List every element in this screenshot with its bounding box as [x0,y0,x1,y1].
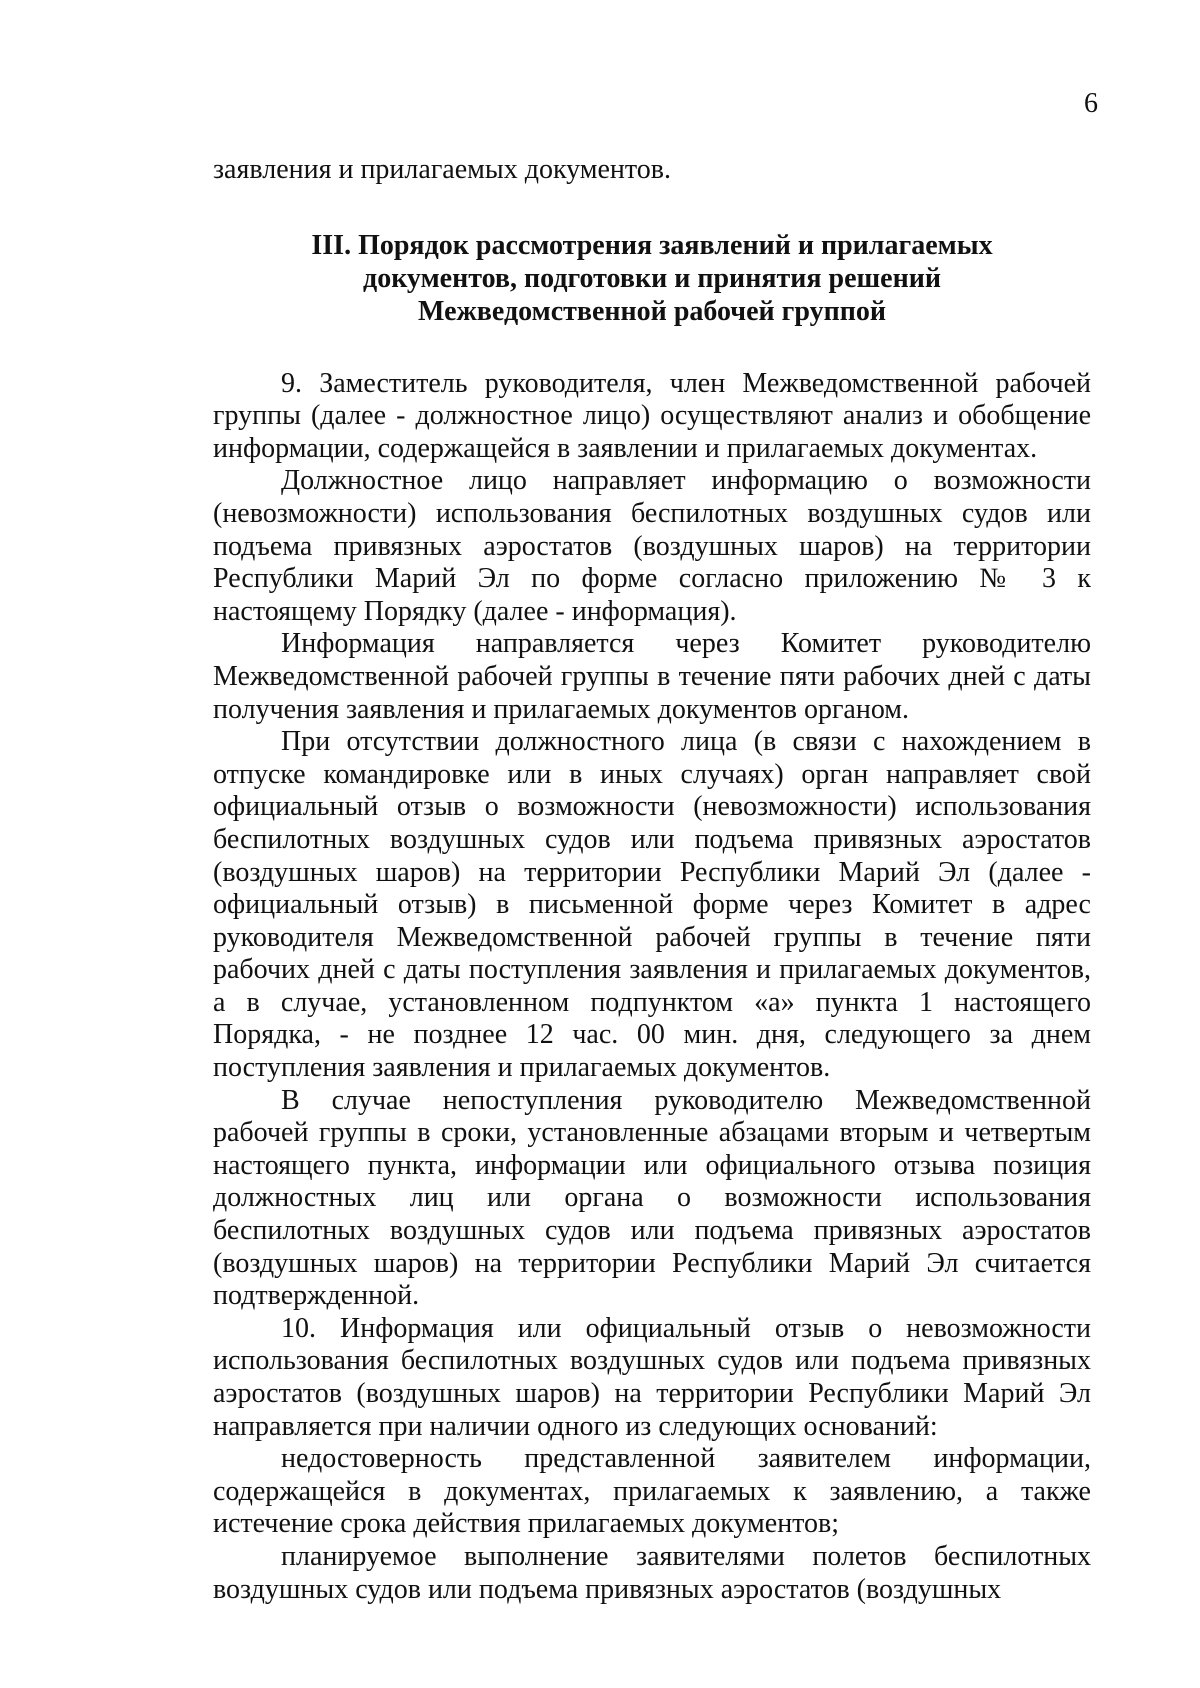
paragraph-9-deadline: Информация направляется через Комитет руководителю Межведомственной рабочей группы в течение пяти рабочих дней с даты получения заявления и прилагаемых документов органом. [213,628,1091,725]
paragraph-10-ground-1: недостоверность представленной заявителем информации, содержащейся в документах, прилагаемых к заявлению, а также истечение срока действия прилагаемых документов; [213,1443,1091,1540]
section-title [213,229,1091,328]
section-title-line: документов, подготовки и принятия решений [363,262,941,294]
section-title-line: III. Порядок рассмотрения заявлений и прилагаемых [311,229,993,261]
paragraph-10: 10. Информация или официальный отзыв о невозможности использования беспилотных воздушных судов или подъема привязных аэростатов (воздушных шаров) на территории Республики Марий Эл направляется при наличии одного из следующих оснований: [213,1312,1091,1442]
paragraph-9-official-review: При отсутствии должностного лица (в связи с нахождением в отпуске командировке или в иных случаях) орган направляет свой официальный отзыв о возможности (невозможности) использования беспилотных воздушных судов или подъема привязных аэростатов (воздушных шаров) на территории Республики Марий Эл (далее - официальный отзыв) в письменной форме через Комитет в адрес руководителя Межведомственной рабочей группы в течение пяти рабочих дней с даты поступления заявления и прилагаемых документов, а в случае, установленном подпунктом «а» пункта 1 настоящего Порядка, - не позднее 12 час. 00 мин. дня, следующего за днем поступления заявления и прилагаемых документов. [213,726,1091,1084]
paragraph-9-non-receipt: В случае непоступления руководителю Межведомственной рабочей группы в сроки, установленные абзацами вторым и четвертым настоящего пункта, информации или официального отзыва позиция должностных лиц или органа о возможности использования беспилотных воздушных судов или подъема привязных аэростатов (воздушных шаров) на территории Республики Марий Эл считается подтвержденной. [213,1084,1091,1312]
paragraph-10-ground-2: планируемое выполнение заявителями полетов беспилотных воздушных судов или подъема привязных аэростатов (воздушных [213,1540,1091,1605]
paragraph-9: 9. Заместитель руководителя, член Межведомственной рабочей группы (далее - должностное лицо) осуществляют анализ и обобщение информации, содержащейся в заявлении и прилагаемых документах. [213,367,1091,464]
document-body [213,154,1091,1606]
page-number: 6 [1084,88,1098,119]
section-title-line: Межведомственной рабочей группой [418,295,886,327]
continuation-line: заявления и прилагаемых документов. [213,154,671,185]
paragraph-9-information: Должностное лицо направляет информацию о возможности (невозможности) использования беспилотных воздушных судов или подъема привязных аэростатов (воздушных шаров) на территории Республики Марий Эл по форме согласно приложению № 3 к настоящему Порядку (далее - информация). [213,465,1091,627]
